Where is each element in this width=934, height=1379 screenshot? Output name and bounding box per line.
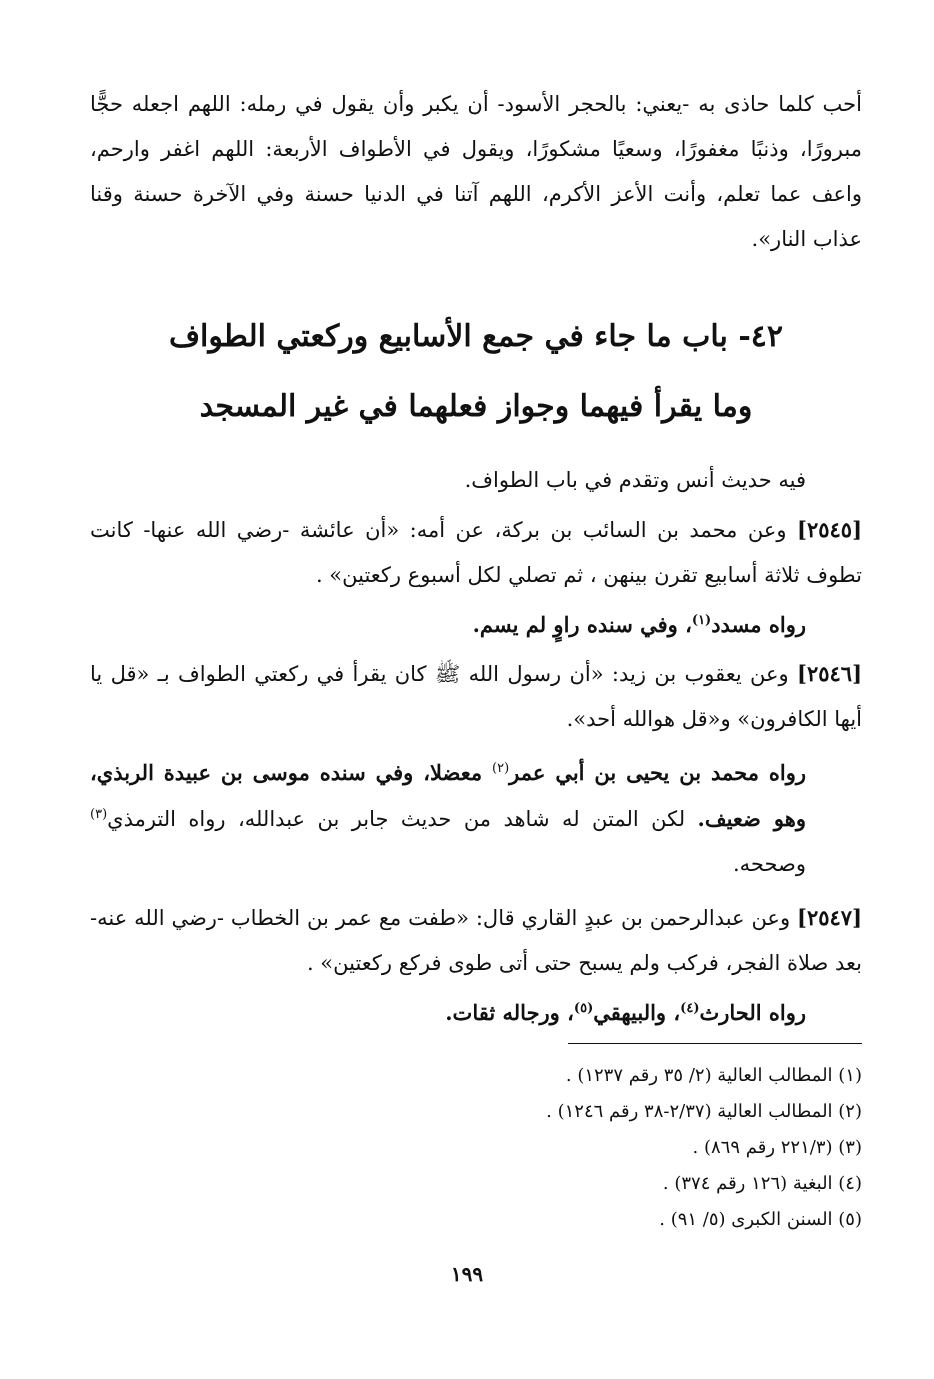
- hadith-text: وعن عبدالرحمن بن عبدٍ القاري قال: «طفت مع عمر بن الخطاب -رضي الله عنه- بعد صلاة الفجر، فركب ولم يسبح حتى أتى طوى فركع ركعتين» .: [90, 906, 862, 975]
- footnote-divider: [568, 1043, 862, 1044]
- footnote-3: (٣) (٢٢١/٣ رقم ٨٦٩) .: [692, 1137, 862, 1158]
- chapter-title-line-2: وما يقرأ فيهما وجواز فعلهما في غير المسجد: [199, 389, 753, 424]
- source-rest: ، وفي سنده راوٍ لم يسم.: [472, 612, 692, 637]
- source-text: رواه محمد بن يحيى بن أبي عمر: [509, 760, 806, 785]
- hadith-2545: [90, 507, 862, 598]
- hadith-2547: [90, 895, 862, 986]
- footnote-ref-2: (٢): [492, 761, 510, 776]
- hadith-2546-source: [90, 750, 862, 887]
- chapter-heading: [90, 302, 862, 442]
- footnote-1: (١) المطالب العالية (٢/ ٣٥ رقم ١٢٣٧) .: [565, 1065, 862, 1086]
- footnote-5: (٥) السنن الكبرى (٥/ ٩١) .: [659, 1209, 862, 1230]
- page-body: [90, 82, 862, 1035]
- source-mid: ، والبيهقي: [593, 1000, 681, 1025]
- chapter-title-line-1: ٤٢- باب ما جاء في جمع الأسابيع وركعتي الطواف: [168, 319, 784, 354]
- source-text: رواه الحارث: [699, 1000, 806, 1025]
- footnotes: [442, 1058, 862, 1238]
- footnote-ref-4: (٤): [680, 1001, 700, 1016]
- tail-rest: وصححه.: [732, 852, 806, 876]
- footnote-2: (٢) المطالب العالية (٢/٣٧-٣٨ رقم ١٢٤٦) .: [546, 1101, 862, 1122]
- hadith-2547-source: [90, 990, 862, 1035]
- footnote-ref-1: (١): [691, 613, 712, 628]
- footnote-ref-5: (٥): [573, 1001, 594, 1016]
- hadith-text: وعن محمد بن السائب بن بركة، عن أمه: «أن عائشة -رضي الله عنها- كانت تطوف ثلاثة أسابيع تقرن بينهن ، ثم تصلي لكل أسبوع ركعتين» .: [90, 518, 862, 587]
- footnote-ref-3: (٣): [90, 807, 108, 822]
- page-number: ١٩٩: [450, 1262, 484, 1286]
- hadith-2546: [90, 651, 862, 742]
- hadith-2545-source: [90, 602, 862, 647]
- hadith-number: [٢٥٤٧]: [797, 905, 862, 930]
- footnote-4: (٤) البغية (١٢٦ رقم ٣٧٤) .: [662, 1173, 862, 1194]
- chapter-note: فيه حديث أنس وتقدم في باب الطواف.: [464, 468, 806, 492]
- source-tail: لكن المتن له شاهد من حديث جابر بن عبدالله، رواه الترمذي: [107, 807, 698, 831]
- intro-paragraph: أحب كلما حاذى به -يعني: بالحجر الأسود- أن يكبر وأن يقول في رمله: اللهم اجعله حجًّا مبرورًا، وذنبًا مغفورًا، وسعيًا مشكورًا، ويقول في الأطواف الأربعة: اللهم اغفر وارحم، واعف عما تعلم، وأنت الأعز الأكرم، اللهم آتنا في الدنيا حسنة وفي الآخرة حسنة وقنا عذاب النار».: [90, 92, 862, 251]
- source-rest: ، ورجاله ثقات.: [445, 1000, 574, 1025]
- source-rest: معضلا، وفي سنده موسى بن عبيدة الربذي، وهو ضعيف.: [90, 760, 806, 831]
- source-text: رواه مسدد: [711, 612, 806, 637]
- hadith-number: [٢٥٤٥]: [797, 517, 862, 542]
- hadith-text: وعن يعقوب بن زيد: «أن رسول الله ﷺ كان يقرأ في ركعتي الطواف بـ «قل يا أيها الكافرون» و«قل هوالله أحد».: [90, 662, 862, 731]
- hadith-number: [٢٥٤٦]: [797, 661, 862, 686]
